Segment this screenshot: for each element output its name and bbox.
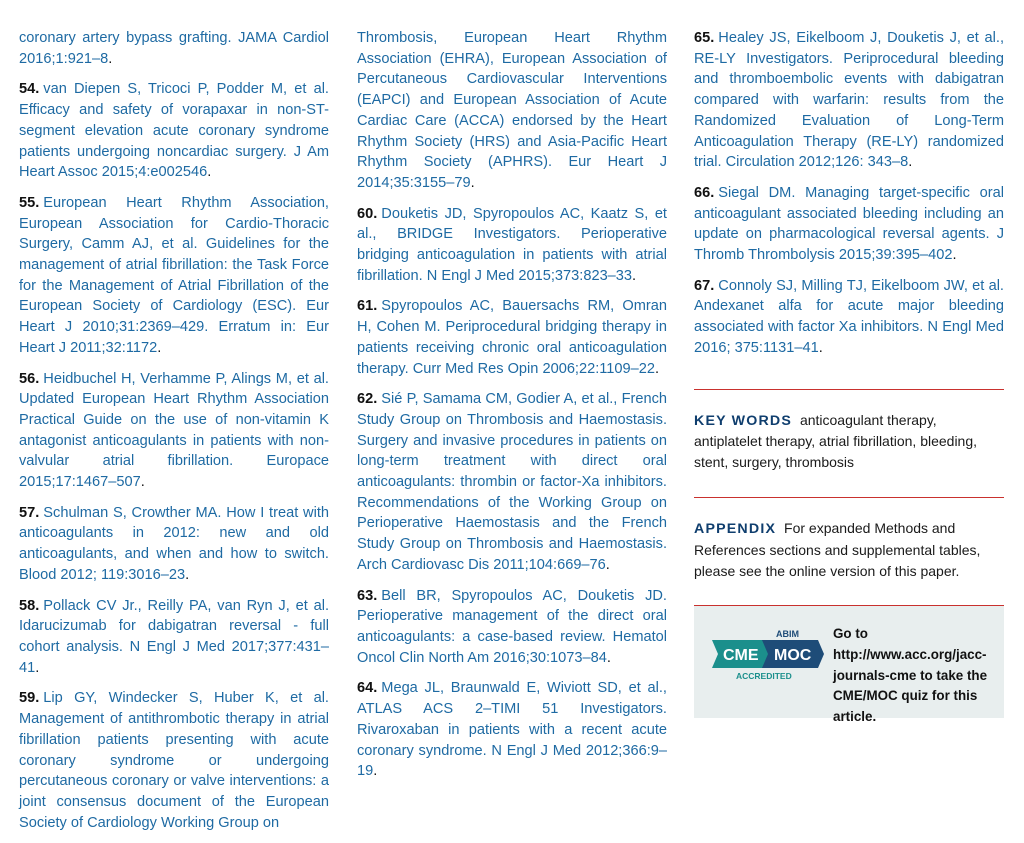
reference-number: 64. bbox=[357, 680, 378, 697]
keywords-heading: KEY WORDS bbox=[694, 412, 793, 429]
reference-link[interactable]: Sié P, Samama CM, Godier A, et al., French Study Group on Thrombosis and Haemostasis. Surgery and invasive procedures in patients on long-term treatment with direct oral anticoagulants: thrombin or factor-Xa inhibitors. Recommendations of the Working Group on Perioperative Haemostasis and the French Study Group on Thrombosis and Haemostasis. Arch Cardiovasc Dis 2011;104:669–76 bbox=[357, 391, 667, 573]
reference-58: 58. Pollack CV Jr., Reilly PA, van Ryn J, et al. Idarucizumab for dabigatran reversal - full cohort analysis. N Engl J Med 2017;377:431–41. bbox=[19, 597, 329, 676]
reference-link[interactable]: Pollack CV Jr., Reilly PA, van Ryn J, et al. Idarucizumab for dabigatran reversal - full cohort analysis. N Engl J Med 2017;377:431–41 bbox=[19, 597, 329, 676]
reference-link[interactable]: European Heart Rhythm Association, European Association for Cardio-Thoracic Surgery, Camm AJ, et al. Guidelines for the management of atrial fibrillation: the Task Force for the Management of Atrial Fibrillation of the European Society of Cardiology (ESC). Eur Heart J 2010;31:2369–429. Erratum in: Eur Heart J 2011;32:1172 bbox=[19, 194, 329, 356]
reference-number: 61. bbox=[357, 298, 378, 315]
reference-63: 63. Bell BR, Spyropoulos AC, Douketis JD. Perioperative management of the direct oral anticoagulants: a case-based review. Hematol Oncol Clin North Am 2016;30:1073–84. bbox=[357, 587, 667, 666]
reference-link[interactable]: coronary artery bypass grafting. JAMA Cardiol 2016;1:921–8 bbox=[19, 30, 329, 67]
reference-link[interactable]: Lip GY, Windecker S, Huber K, et al. Management of antithrombotic therapy in atrial fibrillation patients presenting with acute coronary syndrome or undergoing percutaneous coronary or valve interventions: a joint consensus document of the European Society of Cardiology Working Group on bbox=[19, 690, 329, 831]
reference-link[interactable]: Heidbuchel H, Verhamme P, Alings M, et al. Updated European Heart Rhythm Association Practical Guide on the use of non-vitamin K antagonist anticoagulants in patients with non-valvular atrial fibrillation. Europace 2015;17:1467–507 bbox=[19, 370, 329, 491]
reference-64: 64. Mega JL, Braunwald E, Wiviott SD, et al., ATLAS ACS 2–TIMI 51 Investigators. Rivaroxaban in patients with a recent acute coronary syndrome. N Engl J Med 2012;366:9–19. bbox=[357, 680, 667, 780]
cme-callout bbox=[694, 605, 1004, 724]
reference-link[interactable]: Spyropoulos AC, Bauersachs RM, Omran H, Cohen M. Periprocedural bridging therapy in patients receiving chronic oral anticoagulation therapy. Curr Med Res Opin 2006;22:1109–22 bbox=[357, 298, 667, 377]
keywords-text: anticoagulant therapy, antiplatelet therapy, atrial fibrillation, bleeding, stent, surgery, thrombosis bbox=[694, 411, 978, 471]
logo-cme-text: CME bbox=[723, 647, 759, 665]
reference-link[interactable]: Connoly SJ, Milling TJ, Eikelboom JW, et al. Andexanet alfa for acute major bleeding associated with factor Xa inhibitors. N Engl Med 2016; 375:1131–41 bbox=[694, 277, 1004, 356]
reference-link[interactable]: Siegal DM. Managing target-specific oral anticoagulant associated bleeding including an update on pharmacological reversal agents. J Thromb Thrombolysis 2015;39:395–402 bbox=[694, 184, 1004, 264]
reference-number: 55. bbox=[19, 194, 40, 211]
keywords-section bbox=[694, 410, 1004, 473]
reference-66: 66. Siegal DM. Managing target-specific oral anticoagulant associated bleeding including an update on pharmacological reversal agents. J Thromb Thrombolysis 2015;39:395–402. bbox=[694, 184, 1004, 264]
appendix-section bbox=[694, 518, 1004, 581]
section-divider bbox=[694, 497, 1004, 498]
reference-number: 57. bbox=[19, 504, 40, 521]
appendix-text: For expanded Methods and References sections and supplemental tables, please see the online version of this paper. bbox=[694, 519, 981, 579]
reference-54: 54. van Diepen S, Tricoci P, Podder M, et al. Efficacy and safety of vorapaxar in non-ST-segment elevation acute coronary syndrome patients undergoing noncardiac surgery. J Am Heart Assoc 2015;4:e002546. bbox=[19, 81, 329, 181]
reference-55: 55. European Heart Rhythm Association, European Association for Cardio-Thoracic Surgery, Camm AJ, et al. Guidelines for the management of atrial fibrillation: the Task Force for the Management of Atrial Fibrillation of the European Society of Cardiology (ESC). Eur Heart J 2010;31:2369–429. Erratum in: Eur Heart J 2011;32:1172. bbox=[19, 194, 329, 356]
reference-number: 65. bbox=[694, 30, 715, 46]
logo-moc-text: MOC bbox=[774, 647, 812, 665]
reference-number: 59. bbox=[19, 690, 40, 707]
reference-61: 61. Spyropoulos AC, Bauersachs RM, Omran H, Cohen M. Periprocedural bridging therapy in patients receiving chronic oral anticoagulation therapy. Curr Med Res Opin 2006;22:1109–22. bbox=[357, 298, 667, 377]
reference-link[interactable]: Thrombosis, European Heart Rhythm Association (EHRA), European Association of Percutaneous Cardiovascular Interventions (EAPCI) and European Association of Acute Cardiac Care (ACCA) endorsed by the Heart Rhythm Society (HRS) and Asia-Pacific Heart Rhythm Society (APHRS). Eur Heart J 2014;35:3155–79 bbox=[357, 30, 667, 191]
reference-continuation: coronary artery bypass grafting. JAMA Cardiol 2016;1:921–8. bbox=[19, 30, 329, 67]
reference-link[interactable]: Schulman S, Crowther MA. How I treat with anticoagulants in 2012: new and old anticoagulants, and when and how to switch. Blood 2012; 119:3016–23 bbox=[19, 504, 329, 583]
reference-number: 54. bbox=[19, 81, 40, 98]
logo-accredited-text: ACCREDITED bbox=[736, 671, 792, 682]
reference-number: 56. bbox=[19, 370, 40, 387]
reference-number: 66. bbox=[694, 184, 715, 201]
reference-62: 62. Sié P, Samama CM, Godier A, et al., French Study Group on Thrombosis and Haemostasis. Surgery and invasive procedures in patients on long-term treatment with direct oral anticoagulants: thrombin or factor-Xa inhibitors. Recommendations of the Working Group on Perioperative Haemostasis and the French Study Group on Thrombosis and Haemostasis. Arch Cardiovasc Dis 2011;104:669–76. bbox=[357, 391, 667, 573]
reference-column-2 bbox=[357, 28, 667, 792]
section-divider bbox=[694, 389, 1004, 390]
cme-moc-logo bbox=[706, 626, 826, 682]
reference-59 bbox=[19, 688, 329, 833]
reference-number: 60. bbox=[357, 205, 378, 222]
appendix-heading: APPENDIX bbox=[694, 520, 777, 537]
reference-link[interactable]: Mega JL, Braunwald E, Wiviott SD, et al., ATLAS ACS 2–TIMI 51 Investigators. Rivaroxaban in patients with a recent acute coronary syndrome. N Engl J Med 2012;366:9–19 bbox=[357, 680, 667, 780]
logo-abim-text: ABIM bbox=[776, 629, 799, 640]
reference-continuation: Thrombosis, European Heart Rhythm Association (EHRA), European Association of Percutaneous Cardiovascular Interventions (EAPCI) and European Association of Acute Cardiac Care (ACCA) endorsed by the Heart Rhythm Society (HRS) and Asia-Pacific Heart Rhythm Society (APHRS). Eur Heart J 2014;35:3155–79. bbox=[357, 30, 667, 191]
cme-instructions[interactable]: Go to http://www.acc.org/jacc-journals-cme to take the CME/MOC quiz for this article. bbox=[833, 626, 988, 724]
reference-57: 57. Schulman S, Crowther MA. How I treat with anticoagulants in 2012: new and old anticoagulants, and when and how to switch. Blood 2012; 119:3016–23. bbox=[19, 504, 329, 583]
reference-number: 63. bbox=[357, 587, 378, 604]
reference-65: 65. Healey JS, Eikelboom J, Douketis J, et al., RE-LY Investigators. Periprocedural bleeding and thromboembolic events with dabigatran compared with warfarin: results from the Randomized Evaluation of Long-Term Anticoagulation Therapy (RE-LY) randomized trial. Circulation 2012;126: 343–8. bbox=[694, 30, 1004, 171]
reference-number: 62. bbox=[357, 391, 378, 408]
reference-link[interactable]: van Diepen S, Tricoci P, Podder M, et al. Efficacy and safety of vorapaxar in non-ST-segment elevation acute coronary syndrome patients undergoing noncardiac surgery. J Am Heart Assoc 2015;4:e002546 bbox=[19, 81, 329, 181]
reference-56: 56. Heidbuchel H, Verhamme P, Alings M, et al. Updated European Heart Rhythm Association Practical Guide on the use of non-vitamin K antagonist anticoagulants in patients with non-valvular atrial fibrillation. Europace 2015;17:1467–507. bbox=[19, 370, 329, 491]
reference-link[interactable]: Bell BR, Spyropoulos AC, Douketis JD. Perioperative management of the direct oral anticoagulants: a case-based review. Hematol Oncol Clin North Am 2016;30:1073–84 bbox=[357, 587, 667, 666]
reference-67: 67. Connoly SJ, Milling TJ, Eikelboom JW, et al. Andexanet alfa for acute major bleeding associated with factor Xa inhibitors. N Engl Med 2016; 375:1131–41. bbox=[694, 277, 1004, 356]
reference-number: 58. bbox=[19, 597, 40, 614]
reference-link[interactable]: Douketis JD, Spyropoulos AC, Kaatz S, et al., BRIDGE Investigators. Perioperative bridging anticoagulation in patients with atrial fibrillation. N Engl J Med 2015;373:823–33 bbox=[357, 205, 667, 284]
reference-link[interactable]: Healey JS, Eikelboom J, Douketis J, et al., RE-LY Investigators. Periprocedural bleeding and thromboembolic events with dabigatran compared with warfarin: results from the Randomized Evaluation of Long-Term Anticoagulation Therapy (RE-LY) randomized trial. Circulation 2012;126: 343–8 bbox=[694, 30, 1004, 171]
reference-column-3 bbox=[694, 28, 1004, 724]
reference-column-1 bbox=[19, 28, 329, 843]
reference-60: 60. Douketis JD, Spyropoulos AC, Kaatz S, et al., BRIDGE Investigators. Perioperative bridging anticoagulation in patients with atrial fibrillation. N Engl J Med 2015;373:823–33. bbox=[357, 205, 667, 284]
reference-number: 67. bbox=[694, 277, 715, 294]
